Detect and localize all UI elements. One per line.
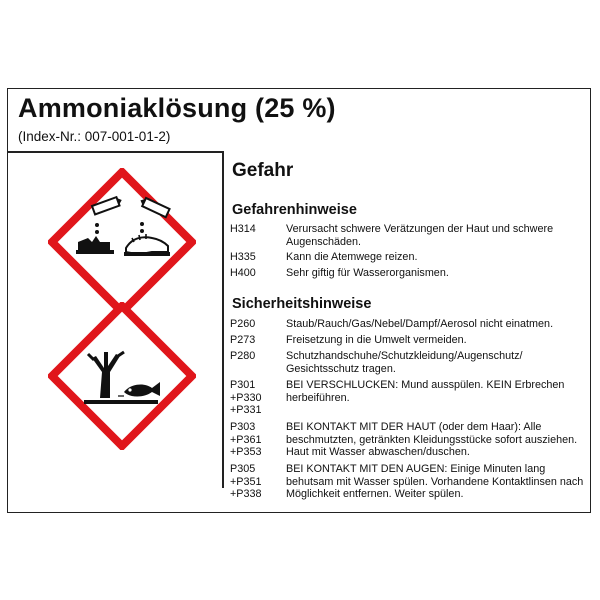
hazard-code: H314 [230, 223, 256, 235]
hazard-heading: Gefahrenhinweise [232, 202, 357, 218]
precaution-heading: Sicherheitshinweise [232, 296, 372, 312]
divider-horizontal [8, 151, 223, 153]
hazard-code: H400 [230, 267, 256, 279]
precaution-text: BEI VERSCHLUCKEN: Mund ausspülen. KEIN Erbrechen herbeiführen. [286, 379, 565, 404]
hazard-text: Kann die Atemwege reizen. [286, 251, 418, 263]
precaution-code: P280 [230, 350, 256, 362]
product-title: Ammoniaklösung (25 %) [18, 93, 336, 123]
index-number: (Index-Nr.: 007-001-01-2) [18, 129, 171, 144]
precaution-text: Schutzhandschuhe/Schutzkleidung/Augenschutz/ Gesichtsschutz tragen. [286, 350, 523, 375]
precaution-code: P303 +P361 +P353 [230, 421, 262, 459]
divider-vertical [222, 151, 224, 488]
precaution-text: BEI KONTAKT MIT DEN AUGEN: Einige Minuten lang behutsam mit Wasser spülen. Vorhandene Kontaktlinsen nach Möglichkeit entfernen. Weiter spülen. [286, 463, 584, 501]
precaution-code: P301 +P330 +P331 [230, 379, 262, 417]
environment-icon [48, 302, 196, 450]
signal-word: Gefahr [232, 160, 294, 181]
precaution-code: P305 +P351 +P338 [230, 463, 262, 501]
precaution-code: P273 [230, 334, 256, 346]
hazard-label [7, 88, 591, 513]
precaution-text: Staub/Rauch/Gas/Nebel/Dampf/Aerosol nicht einatmen. [286, 318, 554, 330]
hazard-text: Verursacht schwere Verätzungen der Haut und schwere Augenschäden. [286, 223, 554, 248]
precaution-code: P260 [230, 318, 256, 330]
hazard-text: Sehr giftig für Wasserorganismen. [286, 267, 449, 279]
precaution-text: BEI KONTAKT MIT DER HAUT (oder dem Haar): Alle beschmutzten, getränkten Kleidungsstücke sofort ausziehen. Haut mit Wasser abwaschen/duschen. [286, 421, 578, 459]
precaution-text: Freisetzung in die Umwelt vermeiden. [286, 334, 467, 346]
hazard-code: H335 [230, 251, 256, 263]
corrosion-icon [48, 168, 196, 316]
